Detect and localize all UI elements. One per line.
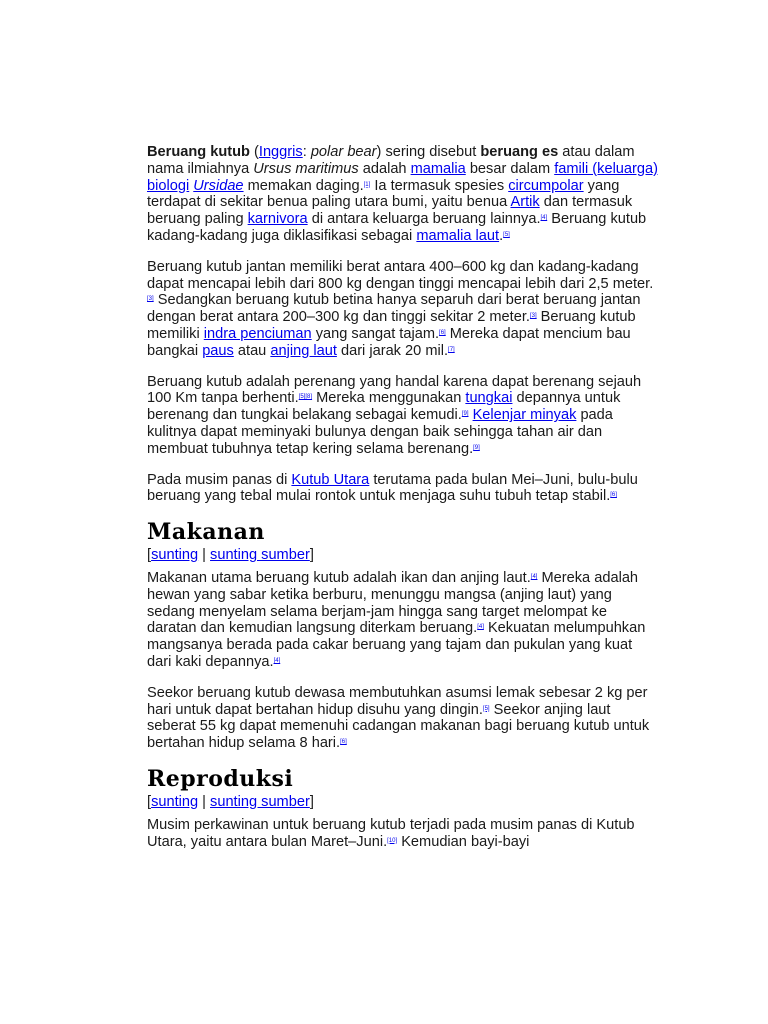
- link-circumpolar[interactable]: circumpolar: [508, 177, 584, 194]
- citation-link[interactable]: [5][8]: [298, 394, 313, 401]
- citation: [462, 411, 469, 417]
- text: atau: [233, 342, 271, 359]
- citation-link[interactable]: [1]: [363, 181, 371, 188]
- text: .: [499, 227, 504, 244]
- bracket: ]: [309, 793, 314, 810]
- text: Musim perkawinan untuk beruang kutub terjadi pada musim panas di Kutub Utara, yaitu antara bulan Maret–Juni.: [147, 816, 635, 850]
- citation: [503, 232, 510, 238]
- text: Makanan utama beruang kutub adalah ikan dan anjing laut.: [147, 569, 531, 586]
- text: Seekor anjing laut seberat 55 kg dapat memenuhi cadangan makanan bagi beruang kutub untuk bertahan hidup selama 8 hari.: [147, 701, 650, 752]
- text: Sedangkan beruang kutub betina hanya separuh dari berat beruang jantan dengan berat antara 200–300 kg dan tinggi sekitar 2 meter.: [147, 292, 641, 326]
- edit-source-link[interactable]: sunting sumber: [210, 793, 310, 810]
- text: Mereka dapat mencium bau bangkai: [147, 325, 631, 359]
- edit-link[interactable]: sunting: [151, 547, 199, 564]
- citation: [439, 330, 446, 336]
- bracket: [: [147, 547, 152, 564]
- section-heading-reproduksi: Reproduksi: [147, 765, 294, 792]
- text: dan termasuk beruang paling: [147, 194, 633, 228]
- link-ursidae-text: Ursidae: [193, 177, 244, 194]
- citation-link[interactable]: [7]: [448, 346, 455, 353]
- text: Mereka adalah hewan yang sabar ketika berburu, menunggu mangsa (anjing laut) yang sedang menyelam selama berjam-jam hingga sang target melompat ke daratan dan kemudian langsung diterkam beruang.: [147, 569, 639, 637]
- text: ) sering disebut: [376, 144, 481, 160]
- term-bold: Beruang kutub: [147, 144, 250, 160]
- citation: [387, 838, 397, 844]
- citation-link[interactable]: [3]: [529, 313, 537, 320]
- text: Beruang kutub jantan memiliki berat antara 400–600 kg dan kadang-kadang dapat mencapai lebih dari 800 kg dengan tinggi mencapai lebih dari 2,5 meter.: [147, 258, 654, 292]
- text: di antara keluarga beruang lainnya.: [307, 211, 541, 228]
- link-artik[interactable]: Artik: [510, 194, 540, 211]
- citation: [448, 347, 455, 353]
- citation: [530, 313, 537, 319]
- link-indra-penciuman[interactable]: indra penciuman: [203, 325, 312, 342]
- citation-link[interactable]: [4]: [273, 657, 281, 664]
- citation: [340, 739, 347, 745]
- citation-link[interactable]: [6]: [340, 739, 347, 746]
- edit-source-link[interactable]: sunting sumber: [210, 547, 310, 564]
- citation: [473, 445, 480, 451]
- citation: [299, 394, 312, 400]
- text: Beruang kutub memiliki: [147, 309, 636, 342]
- text: Beruang kutub adalah perenang yang handal karena dapat berenang sejauh 100 Km tanpa berhenti.: [147, 373, 642, 407]
- text: Kekuatan melumpuhkan mangsanya berada pada cakar beruang yang tajam dan pukulan yang kuat dari kaki depannya.: [147, 620, 646, 670]
- link-mamalia[interactable]: mamalia: [410, 160, 466, 177]
- citation: [483, 706, 490, 712]
- article-body: [147, 144, 659, 864]
- text: Ia termasuk spesies: [370, 177, 509, 194]
- edit-links: [147, 547, 659, 564]
- text: memakan daging.: [243, 177, 364, 194]
- citation-link[interactable]: [3]: [147, 296, 154, 303]
- citation: [147, 296, 154, 302]
- intro-paragraph: [147, 144, 659, 245]
- citation: [274, 658, 281, 664]
- paragraph-food: [147, 570, 659, 671]
- citation: [477, 624, 484, 630]
- link-inggris[interactable]: Inggris: [258, 144, 303, 160]
- text: adalah: [358, 160, 411, 177]
- citation: [610, 492, 617, 498]
- text: Beruang kutub kadang-kadang juga diklasifikasi sebagai: [147, 211, 647, 244]
- link-anjing-laut[interactable]: anjing laut: [270, 342, 337, 359]
- link-famili[interactable]: famili (keluarga) biologi: [147, 160, 658, 194]
- citation-link[interactable]: [6]: [610, 492, 617, 499]
- text: Pada musim panas di: [147, 471, 292, 488]
- link-kutub-utara[interactable]: Kutub Utara: [291, 471, 370, 488]
- citation-link[interactable]: [4]: [530, 573, 538, 580]
- alt-name-bold: beruang es: [480, 144, 559, 160]
- citation-link[interactable]: [6]: [439, 329, 446, 336]
- paragraph-fat: [147, 685, 659, 752]
- text: dari jarak 20 mil.: [336, 342, 449, 359]
- link-paus[interactable]: paus: [202, 342, 234, 359]
- text: Mereka menggunakan: [312, 390, 466, 407]
- text: besar dalam: [465, 160, 555, 177]
- section-heading-makanan: Makanan: [147, 519, 265, 546]
- english-name: polar bear: [310, 144, 377, 160]
- paragraph-swimming: [147, 374, 659, 458]
- text: Kemudian bayi-bayi: [397, 833, 530, 850]
- citation-link[interactable]: [9]: [461, 411, 469, 418]
- text: (: [249, 144, 259, 160]
- citation-link[interactable]: [9]: [473, 444, 480, 451]
- bracket: [: [147, 793, 152, 810]
- citation-link[interactable]: [5]: [482, 705, 490, 712]
- text: yang terdapat di sekitar benua paling utara bumi, yaitu benua: [147, 177, 620, 211]
- text: yang sangat tajam.: [311, 325, 440, 342]
- link-karnivora[interactable]: karnivora: [247, 211, 308, 228]
- paragraph-mating: [147, 817, 659, 851]
- citation-link[interactable]: [4]: [477, 624, 484, 631]
- link-mamalia-laut[interactable]: mamalia laut: [416, 227, 500, 244]
- separator: |: [198, 793, 211, 810]
- text: terutama pada bulan Mei–Juni, bulu-bulu beruang yang tebal mulai rontok untuk menjaga suhu tubuh tetap stabil.: [147, 471, 638, 505]
- edit-links: [147, 794, 659, 811]
- text: :: [302, 144, 311, 160]
- text: pada kulitnya dapat meminyaki bulunya dengan baik sehingga tahan air dan membuat tubuhnya tetap kering selama berenang.: [147, 407, 613, 457]
- link-ursidae[interactable]: [193, 178, 243, 194]
- link-tungkai[interactable]: tungkai: [465, 390, 513, 407]
- paragraph-molting: [147, 472, 659, 506]
- text: depannya untuk berenang dan tungkai belakang sebagai kemudi.: [147, 390, 621, 424]
- citation-link[interactable]: [5]: [503, 231, 510, 238]
- link-kelenjar-minyak[interactable]: Kelenjar minyak: [472, 407, 577, 424]
- separator: |: [198, 547, 211, 564]
- text: Seekor beruang kutub dewasa membutuhkan asumsi lemak sebesar 2 kg per hari untuk dapat bertahan hidup disuhu yang dingin.: [147, 684, 648, 718]
- bracket: ]: [309, 547, 314, 564]
- scientific-name: Ursus maritimus: [253, 160, 359, 177]
- citation-link[interactable]: [4]: [540, 215, 548, 222]
- text: atau dalam nama ilmiahnya: [147, 144, 635, 177]
- edit-link[interactable]: sunting: [151, 793, 199, 810]
- citation-link[interactable]: [10]: [387, 837, 398, 844]
- paragraph-size: [147, 259, 659, 360]
